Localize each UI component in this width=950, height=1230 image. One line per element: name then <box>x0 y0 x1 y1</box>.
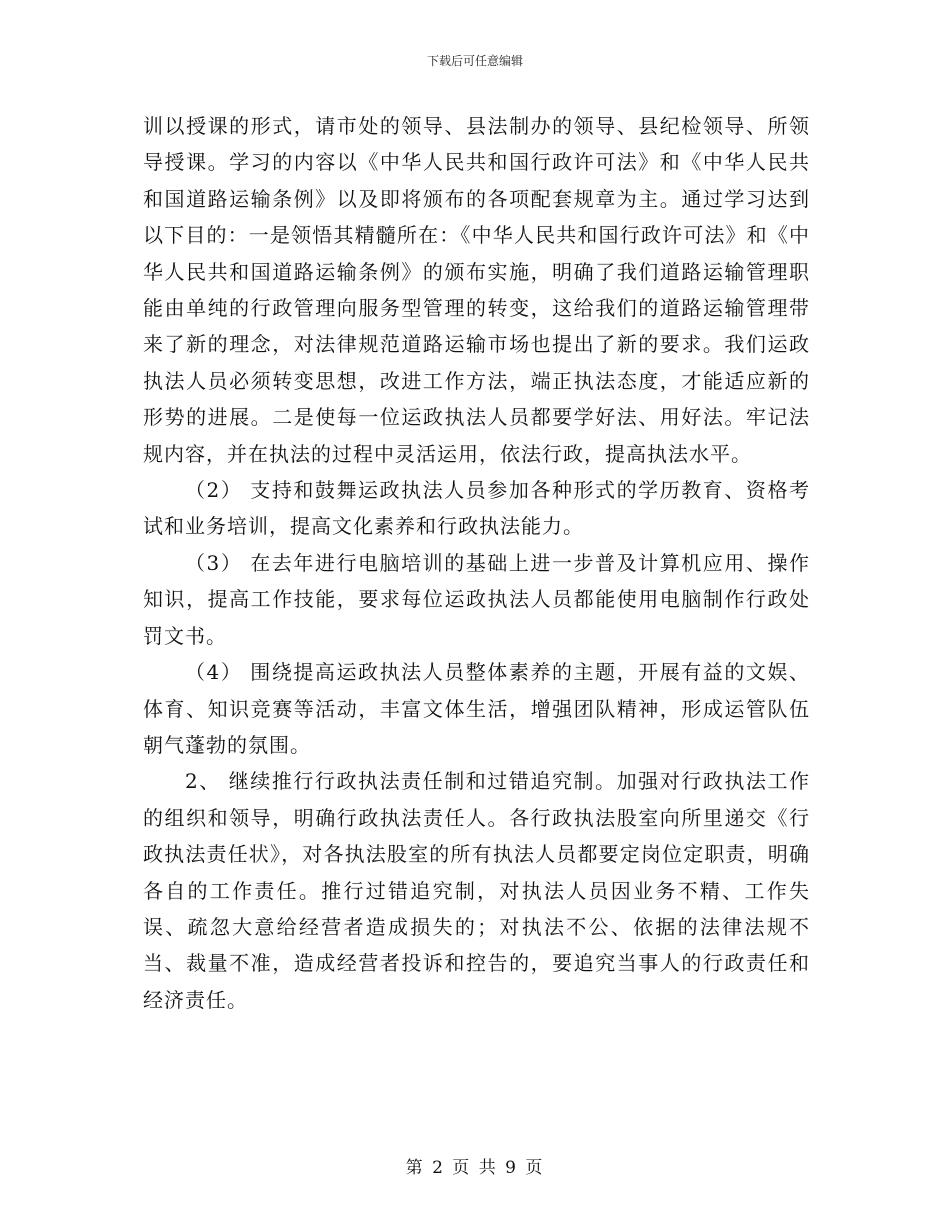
page-number: 第 2 页 共 9 页 <box>405 1158 545 1178</box>
document-body <box>143 108 810 1018</box>
body-paragraph-3: （3） 在去年进行电脑培训的基础上进一步普及计算机应用、操作知识，提高工作技能，要求每位运政执法人员都能使用电脑制作行政处罚文书。 <box>143 550 810 648</box>
body-paragraph-1: 训以授课的形式，请市处的领导、县法制办的领导、县纪检领导、所领导授课。学习的内容以《中华人民共和国行政许可法》和《中华人民共和国道路运输条例》以及即将颁布的各项配套规章为主。通过学习达到以下目的：一是领悟其精髓所在：《中华人民共和国行政许可法》和《中华人民共和国道路运输条例》的颁布实施，明确了我们道路运输管理职能由单纯的行政管理向服务型管理的转变，这给我们的道路运输管理带来了新的理念，对法律规范道路运输市场也提出了新的要求。我们运政执法人员必须转变思想，改进工作方法，端正执法态度，才能适应新的形势的进展。二是使每一位运政执法人员都要学好法、用好法。牢记法规内容，并在执法的过程中灵活运用，依法行政，提高执法水平。 <box>143 114 810 466</box>
body-paragraph-2: （2） 支持和鼓舞运政执法人员参加各种形式的学历教育、资格考试和业务培训，提高文化素养和行政执法能力。 <box>143 478 810 539</box>
body-paragraph-4: （4） 围绕提高运政执法人员整体素养的主题，开展有益的文娱、体育、知识竞赛等活动，丰富文体生活，增强团队精神，形成运管队伍朝气蓬勃的氛围。 <box>143 660 810 757</box>
page-header-note: 下载后可任意编辑 <box>426 54 523 68</box>
body-paragraph-5: 2、 继续推行行政执法责任制和过错追究制。加强对行政执法工作的组织和领导，明确行政执法责任人。各行政执法股室向所里递交《行政执法责任状》，对各执法股室的所有执法人员都要定岗位定职责，明确各自的工作责任。推行过错追究制，对执法人员因业务不精、工作失误、疏忽大意给经营者造成损失的；对执法不公、依据的法律法规不当、裁量不准，造成经营者投诉和控告的，要追究当事人的行政责任和经济责任。 <box>143 769 810 1012</box>
